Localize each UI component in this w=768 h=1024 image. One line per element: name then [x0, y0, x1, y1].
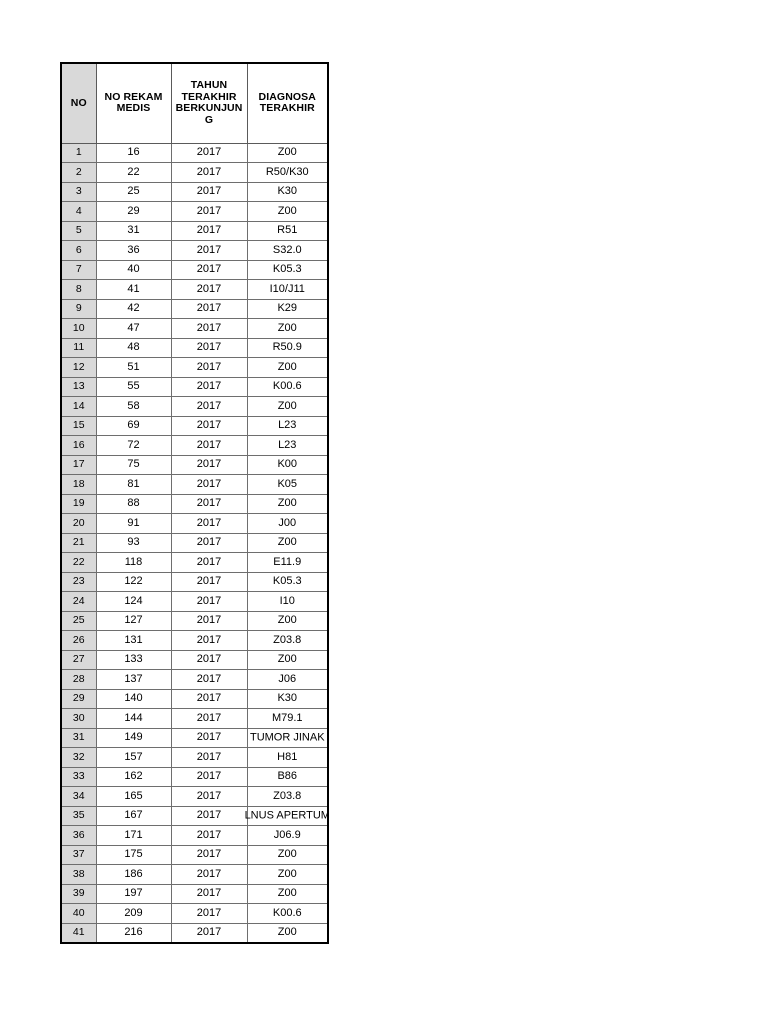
- table-row: [61, 182, 328, 202]
- cell-tahun: 2017: [171, 767, 247, 787]
- cell-tahun: 2017: [171, 260, 247, 280]
- cell-no: 24: [61, 592, 96, 612]
- cell-rekam: 29: [96, 202, 171, 222]
- cell-tahun: 2017: [171, 494, 247, 514]
- cell-rekam: 144: [96, 709, 171, 729]
- table-row: [61, 436, 328, 456]
- cell-no: 40: [61, 904, 96, 924]
- cell-diag: L23: [247, 416, 328, 436]
- cell-rekam: 157: [96, 748, 171, 768]
- cell-diag-overflow-text: LNUS APERTUM: [244, 809, 330, 822]
- cell-diag: S32.0: [247, 241, 328, 261]
- cell-tahun: 2017: [171, 319, 247, 339]
- cell-rekam: 93: [96, 533, 171, 553]
- cell-no: 27: [61, 650, 96, 670]
- table-row: [61, 884, 328, 904]
- table-row: [61, 592, 328, 612]
- cell-tahun: 2017: [171, 553, 247, 573]
- cell-diag: K05.3: [247, 260, 328, 280]
- cell-tahun: 2017: [171, 650, 247, 670]
- cell-diag: Z00: [247, 397, 328, 417]
- cell-no: 8: [61, 280, 96, 300]
- table-row: [61, 650, 328, 670]
- table-row: [61, 163, 328, 183]
- table-row: [61, 241, 328, 261]
- cell-tahun: 2017: [171, 884, 247, 904]
- cell-no: 16: [61, 436, 96, 456]
- cell-no: 41: [61, 923, 96, 943]
- table-row: [61, 475, 328, 495]
- cell-no: 29: [61, 689, 96, 709]
- cell-diag: E11.9: [247, 553, 328, 573]
- cell-rekam: 51: [96, 358, 171, 378]
- table-row: [61, 689, 328, 709]
- cell-diag: M79.1: [247, 709, 328, 729]
- cell-diag: J06.9: [247, 826, 328, 846]
- table-row: [61, 514, 328, 534]
- table-row: [61, 865, 328, 885]
- cell-no: 1: [61, 143, 96, 163]
- cell-no: 19: [61, 494, 96, 514]
- cell-no: 5: [61, 221, 96, 241]
- column-header-line: NO: [70, 96, 87, 109]
- table-row: [61, 494, 328, 514]
- cell-no: 31: [61, 728, 96, 748]
- cell-no: 30: [61, 709, 96, 729]
- cell-tahun: 2017: [171, 221, 247, 241]
- column-header-line: DIAGNOSA: [258, 90, 316, 103]
- table-row: [61, 826, 328, 846]
- cell-diag: Z00: [247, 319, 328, 339]
- table-row: [61, 202, 328, 222]
- table-body: [61, 143, 328, 943]
- cell-no: 2: [61, 163, 96, 183]
- cell-rekam: 22: [96, 163, 171, 183]
- cell-tahun: 2017: [171, 475, 247, 495]
- cell-tahun: 2017: [171, 611, 247, 631]
- table-header-row: [61, 63, 328, 143]
- cell-rekam: 209: [96, 904, 171, 924]
- cell-no: 9: [61, 299, 96, 319]
- cell-rekam: 186: [96, 865, 171, 885]
- cell-no: 20: [61, 514, 96, 534]
- table-row: [61, 416, 328, 436]
- cell-diag: Z00: [247, 845, 328, 865]
- cell-diag: H81: [247, 748, 328, 768]
- table-row: [61, 553, 328, 573]
- cell-no: 25: [61, 611, 96, 631]
- cell-tahun: 2017: [171, 143, 247, 163]
- table-row: [61, 143, 328, 163]
- cell-diag: [247, 728, 328, 748]
- cell-no: 36: [61, 826, 96, 846]
- cell-rekam: 175: [96, 845, 171, 865]
- cell-rekam: 165: [96, 787, 171, 807]
- cell-rekam: 41: [96, 280, 171, 300]
- cell-tahun: 2017: [171, 455, 247, 475]
- cell-no: 26: [61, 631, 96, 651]
- column-header-line: TAHUN: [190, 79, 228, 92]
- table-row: [61, 923, 328, 943]
- cell-no: 33: [61, 767, 96, 787]
- cell-tahun: 2017: [171, 923, 247, 943]
- cell-diag: B86: [247, 767, 328, 787]
- cell-tahun: 2017: [171, 299, 247, 319]
- cell-no: 37: [61, 845, 96, 865]
- cell-no: 3: [61, 182, 96, 202]
- table-row: [61, 845, 328, 865]
- cell-rekam: 216: [96, 923, 171, 943]
- cell-tahun: 2017: [171, 182, 247, 202]
- column-header-line: G: [204, 113, 214, 126]
- column-header-line: NO REKAM: [104, 90, 163, 103]
- cell-rekam: 91: [96, 514, 171, 534]
- table-row: [61, 748, 328, 768]
- cell-rekam: 42: [96, 299, 171, 319]
- cell-diag: J06: [247, 670, 328, 690]
- table-row: [61, 221, 328, 241]
- cell-tahun: 2017: [171, 865, 247, 885]
- table-row: [61, 533, 328, 553]
- table-row: [61, 299, 328, 319]
- table-row: [61, 709, 328, 729]
- cell-rekam: 122: [96, 572, 171, 592]
- cell-rekam: 69: [96, 416, 171, 436]
- cell-diag: Z00: [247, 865, 328, 885]
- column-header-line: MEDIS: [116, 102, 151, 115]
- cell-tahun: 2017: [171, 280, 247, 300]
- cell-no: 21: [61, 533, 96, 553]
- cell-diag: Z00: [247, 611, 328, 631]
- table-row: [61, 572, 328, 592]
- cell-tahun: 2017: [171, 572, 247, 592]
- table-row: [61, 319, 328, 339]
- cell-diag: Z03.8: [247, 787, 328, 807]
- cell-diag: K30: [247, 689, 328, 709]
- cell-rekam: 75: [96, 455, 171, 475]
- cell-rekam: 127: [96, 611, 171, 631]
- cell-rekam: 149: [96, 728, 171, 748]
- cell-diag: K30: [247, 182, 328, 202]
- cell-no: 14: [61, 397, 96, 417]
- cell-tahun: 2017: [171, 377, 247, 397]
- cell-tahun: 2017: [171, 358, 247, 378]
- cell-diag: K00.6: [247, 904, 328, 924]
- cell-no: 10: [61, 319, 96, 339]
- cell-diag: K29: [247, 299, 328, 319]
- cell-tahun: 2017: [171, 416, 247, 436]
- column-header-rekam: [96, 63, 171, 143]
- cell-tahun: 2017: [171, 338, 247, 358]
- cell-tahun: 2017: [171, 631, 247, 651]
- cell-diag: Z03.8: [247, 631, 328, 651]
- table-row: [61, 904, 328, 924]
- cell-no: 38: [61, 865, 96, 885]
- cell-no: 7: [61, 260, 96, 280]
- cell-rekam: 55: [96, 377, 171, 397]
- cell-no: 11: [61, 338, 96, 358]
- cell-no: 17: [61, 455, 96, 475]
- cell-no: 34: [61, 787, 96, 807]
- cell-tahun: 2017: [171, 709, 247, 729]
- table-row: [61, 358, 328, 378]
- cell-tahun: 2017: [171, 845, 247, 865]
- cell-rekam: 124: [96, 592, 171, 612]
- cell-tahun: 2017: [171, 592, 247, 612]
- cell-tahun: 2017: [171, 728, 247, 748]
- cell-rekam: 36: [96, 241, 171, 261]
- cell-no: 15: [61, 416, 96, 436]
- cell-diag: J00: [247, 514, 328, 534]
- table-row: [61, 397, 328, 417]
- records-table: [60, 62, 329, 944]
- cell-rekam: 81: [96, 475, 171, 495]
- cell-diag: Z00: [247, 358, 328, 378]
- cell-diag: Z00: [247, 884, 328, 904]
- cell-tahun: 2017: [171, 202, 247, 222]
- cell-diag: Z00: [247, 143, 328, 163]
- cell-no: 22: [61, 553, 96, 573]
- column-header-line: TERAKHIR: [181, 90, 237, 103]
- cell-no: 23: [61, 572, 96, 592]
- cell-tahun: 2017: [171, 689, 247, 709]
- cell-tahun: 2017: [171, 787, 247, 807]
- cell-diag: K00.6: [247, 377, 328, 397]
- table-row: [61, 767, 328, 787]
- cell-tahun: 2017: [171, 241, 247, 261]
- cell-rekam: 72: [96, 436, 171, 456]
- cell-tahun: 2017: [171, 748, 247, 768]
- cell-no: 32: [61, 748, 96, 768]
- cell-rekam: 137: [96, 670, 171, 690]
- cell-no: 12: [61, 358, 96, 378]
- cell-no: 28: [61, 670, 96, 690]
- records-table-container: [60, 62, 330, 944]
- cell-rekam: 118: [96, 553, 171, 573]
- cell-diag: K05: [247, 475, 328, 495]
- column-header-diag: [247, 63, 328, 143]
- cell-diag: [244, 806, 330, 826]
- table-row: [61, 280, 328, 300]
- table-row: [61, 338, 328, 358]
- cell-rekam: 58: [96, 397, 171, 417]
- cell-rekam: 197: [96, 884, 171, 904]
- table-row: [61, 728, 328, 748]
- cell-rekam: 171: [96, 826, 171, 846]
- cell-no: 18: [61, 475, 96, 495]
- cell-diag: Z00: [247, 494, 328, 514]
- table-row: [61, 631, 328, 651]
- table-row: [61, 455, 328, 475]
- cell-tahun: 2017: [171, 904, 247, 924]
- cell-rekam: 25: [96, 182, 171, 202]
- cell-tahun: 2017: [171, 436, 247, 456]
- cell-diag: Z00: [247, 202, 328, 222]
- cell-diag: K05.3: [247, 572, 328, 592]
- cell-rekam: 16: [96, 143, 171, 163]
- cell-no: 13: [61, 377, 96, 397]
- column-header-tahun: [171, 63, 247, 143]
- cell-tahun: 2017: [171, 514, 247, 534]
- table-row: [61, 260, 328, 280]
- cell-no: 4: [61, 202, 96, 222]
- cell-tahun: 2017: [171, 533, 247, 553]
- cell-diag: I10: [247, 592, 328, 612]
- cell-diag: I10/J11: [247, 280, 328, 300]
- table-row: [61, 806, 328, 826]
- cell-diag-overflow-text: TUMOR JINAK: [249, 731, 325, 744]
- cell-diag: L23: [247, 436, 328, 456]
- cell-diag: R50/K30: [247, 163, 328, 183]
- cell-rekam: 162: [96, 767, 171, 787]
- table-row: [61, 670, 328, 690]
- table-row: [61, 611, 328, 631]
- cell-no: 39: [61, 884, 96, 904]
- column-header-no: [61, 63, 96, 143]
- cell-diag: R51: [247, 221, 328, 241]
- cell-diag: Z00: [247, 923, 328, 943]
- cell-rekam: 40: [96, 260, 171, 280]
- cell-rekam: 47: [96, 319, 171, 339]
- cell-rekam: 31: [96, 221, 171, 241]
- cell-rekam: 167: [96, 806, 171, 826]
- table-row: [61, 377, 328, 397]
- cell-diag: R50.9: [247, 338, 328, 358]
- column-header-line: BERKUNJUN: [175, 102, 243, 115]
- cell-rekam: 133: [96, 650, 171, 670]
- cell-tahun: 2017: [171, 670, 247, 690]
- cell-diag: Z00: [247, 650, 328, 670]
- cell-no: 35: [61, 806, 96, 826]
- cell-rekam: 131: [96, 631, 171, 651]
- cell-tahun: 2017: [171, 397, 247, 417]
- column-header-line: TERAKHIR: [259, 102, 315, 115]
- cell-diag: Z00: [247, 533, 328, 553]
- cell-rekam: 88: [96, 494, 171, 514]
- table-header: [61, 63, 328, 143]
- cell-rekam: 48: [96, 338, 171, 358]
- cell-no: 6: [61, 241, 96, 261]
- cell-tahun: 2017: [171, 806, 247, 826]
- cell-tahun: 2017: [171, 826, 247, 846]
- table-row: [61, 787, 328, 807]
- cell-tahun: 2017: [171, 163, 247, 183]
- cell-diag: K00: [247, 455, 328, 475]
- cell-rekam: 140: [96, 689, 171, 709]
